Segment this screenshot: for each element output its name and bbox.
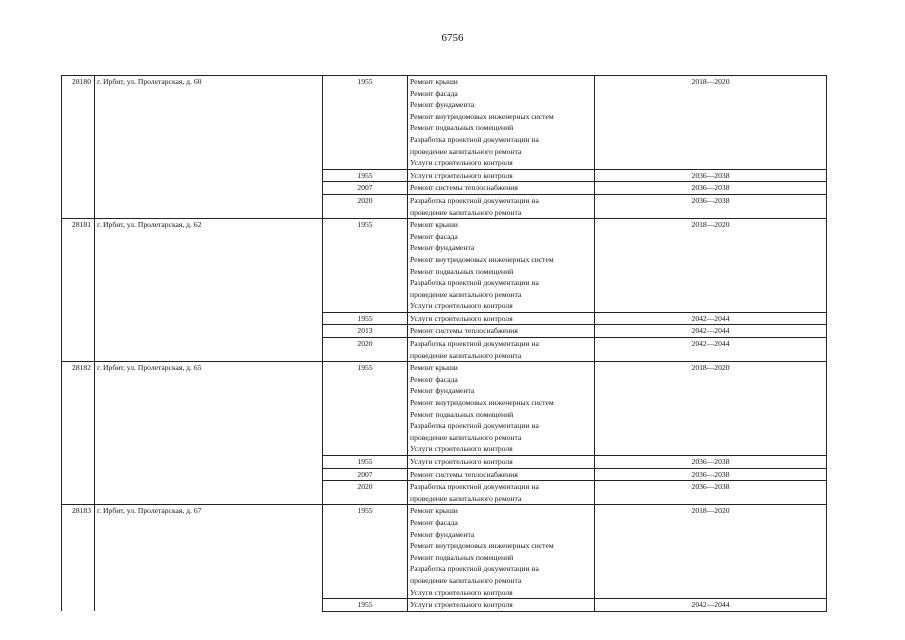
work-item: Ремонт фундамента bbox=[410, 529, 475, 539]
work-item: Ремонт крыши bbox=[410, 363, 458, 373]
construction-year: 1955 bbox=[323, 362, 408, 456]
work-item: Разработка проектной документации на bbox=[410, 482, 539, 492]
work-item: Ремонт фундамента bbox=[410, 386, 475, 396]
repair-period: 2042—2044 bbox=[595, 599, 827, 612]
construction-year: 2020 bbox=[323, 338, 408, 362]
table-row bbox=[62, 76, 827, 170]
work-item: Ремонт внутридомовых инженерных систем bbox=[410, 398, 554, 408]
building-id: 28180 bbox=[62, 76, 95, 219]
table-row bbox=[62, 505, 827, 599]
construction-year: 1955 bbox=[323, 76, 408, 170]
construction-year: 1955 bbox=[323, 219, 408, 313]
building-id: 28182 bbox=[62, 362, 95, 505]
repair-schedule-table bbox=[61, 75, 827, 612]
works-list bbox=[408, 468, 595, 481]
table-row bbox=[62, 362, 827, 456]
construction-year: 1955 bbox=[323, 505, 408, 599]
construction-year: 1955 bbox=[323, 599, 408, 612]
building-id: 28181 bbox=[62, 219, 95, 362]
work-item: Разработка проектной документации на bbox=[410, 278, 539, 288]
work-item: Разработка проектной документации на bbox=[410, 421, 539, 431]
work-item: проведение капитального ремонта bbox=[410, 575, 522, 585]
work-item: проведение капитального ремонта bbox=[410, 493, 522, 503]
work-item: Ремонт фасада bbox=[410, 517, 458, 527]
work-item: Ремонт подвальных помещений bbox=[410, 409, 514, 419]
work-item: Услуги строительного контроля bbox=[410, 587, 513, 597]
works-list bbox=[408, 362, 595, 456]
work-item: Ремонт фасада bbox=[410, 231, 458, 241]
works-list bbox=[408, 76, 595, 170]
work-item: проведение капитального ремонта bbox=[410, 350, 522, 360]
table-row bbox=[62, 219, 827, 313]
work-item: Ремонт крыши bbox=[410, 77, 458, 86]
page-number: 6756 bbox=[441, 32, 464, 44]
work-item: Ремонт внутридомовых инженерных систем bbox=[410, 111, 554, 121]
work-item: Ремонт системы теплоснабжения bbox=[410, 469, 518, 479]
repair-period: 2018—2020 bbox=[595, 219, 827, 313]
repair-period: 2036—2038 bbox=[595, 456, 827, 469]
work-item: Ремонт системы теплоснабжения bbox=[410, 183, 518, 193]
work-item: Ремонт крыши bbox=[410, 506, 458, 516]
work-item: Услуги строительного контроля bbox=[410, 158, 513, 168]
work-item: Разработка проектной документации на bbox=[410, 564, 539, 574]
construction-year: 1955 bbox=[323, 312, 408, 325]
work-item: Услуги строительного контроля bbox=[410, 600, 513, 610]
repair-period: 2036—2038 bbox=[595, 194, 827, 218]
works-list bbox=[408, 182, 595, 195]
construction-year: 1955 bbox=[323, 169, 408, 182]
work-item: Ремонт подвальных помещений bbox=[410, 552, 514, 562]
repair-period: 2036—2038 bbox=[595, 481, 827, 505]
building-address: г. Ирбит, ул. Пролетарская, д. 60 bbox=[95, 76, 323, 219]
works-list bbox=[408, 599, 595, 612]
repair-period: 2018—2020 bbox=[595, 76, 827, 170]
repair-period: 2042—2044 bbox=[595, 338, 827, 362]
repair-schedule-body bbox=[62, 76, 827, 612]
work-item: Ремонт фундамента bbox=[410, 100, 475, 110]
works-list bbox=[408, 456, 595, 469]
works-list bbox=[408, 194, 595, 218]
works-list bbox=[408, 169, 595, 182]
construction-year: 2020 bbox=[323, 481, 408, 505]
building-address: г. Ирбит, ул. Пролетарская, д. 65 bbox=[95, 362, 323, 505]
works-list bbox=[408, 505, 595, 599]
work-item: Ремонт подвальных помещений bbox=[410, 266, 514, 276]
construction-year: 1955 bbox=[323, 456, 408, 469]
works-list bbox=[408, 338, 595, 362]
repair-period: 2036—2038 bbox=[595, 468, 827, 481]
work-item: Ремонт подвальных помещений bbox=[410, 123, 514, 133]
building-id: 28183 bbox=[62, 505, 95, 611]
work-item: Услуги строительного контроля bbox=[410, 457, 513, 466]
repair-period: 2042—2044 bbox=[595, 312, 827, 325]
works-list bbox=[408, 481, 595, 505]
work-item: Ремонт крыши bbox=[410, 220, 458, 230]
work-item: Услуги строительного контроля bbox=[410, 313, 513, 323]
work-item: Ремонт системы теплоснабжения bbox=[410, 326, 518, 336]
repair-period: 2036—2038 bbox=[595, 182, 827, 195]
repair-period: 2036—2038 bbox=[595, 169, 827, 182]
work-item: Разработка проектной документации на bbox=[410, 134, 539, 144]
work-item: Ремонт внутридомовых инженерных систем bbox=[410, 541, 554, 551]
works-list bbox=[408, 325, 595, 338]
work-item: Разработка проектной документации на bbox=[410, 339, 539, 349]
repair-period: 2018—2020 bbox=[595, 505, 827, 599]
work-item: Ремонт внутридомовых инженерных систем bbox=[410, 254, 554, 264]
work-item: Разработка проектной документации на bbox=[410, 195, 539, 205]
works-list bbox=[408, 219, 595, 313]
work-item: Ремонт фасада bbox=[410, 374, 458, 384]
work-item: проведение капитального ремонта bbox=[410, 432, 522, 442]
construction-year: 2020 bbox=[323, 194, 408, 218]
repair-period: 2042—2044 bbox=[595, 325, 827, 338]
work-item: Услуги строительного контроля bbox=[410, 444, 513, 454]
work-item: Ремонт фасада bbox=[410, 88, 458, 98]
construction-year: 2007 bbox=[323, 468, 408, 481]
construction-year: 2013 bbox=[323, 325, 408, 338]
repair-period: 2018—2020 bbox=[595, 362, 827, 456]
work-item: проведение капитального ремонта bbox=[410, 146, 522, 156]
work-item: Услуги строительного контроля bbox=[410, 170, 513, 180]
work-item: Услуги строительного контроля bbox=[410, 301, 513, 311]
work-item: проведение капитального ремонта bbox=[410, 207, 522, 217]
work-item: Ремонт фундамента bbox=[410, 243, 475, 253]
construction-year: 2007 bbox=[323, 182, 408, 195]
building-address: г. Ирбит, ул. Пролетарская, д. 67 bbox=[95, 505, 323, 611]
work-item: проведение капитального ремонта bbox=[410, 289, 522, 299]
works-list bbox=[408, 312, 595, 325]
building-address: г. Ирбит, ул. Пролетарская, д. 62 bbox=[95, 219, 323, 362]
